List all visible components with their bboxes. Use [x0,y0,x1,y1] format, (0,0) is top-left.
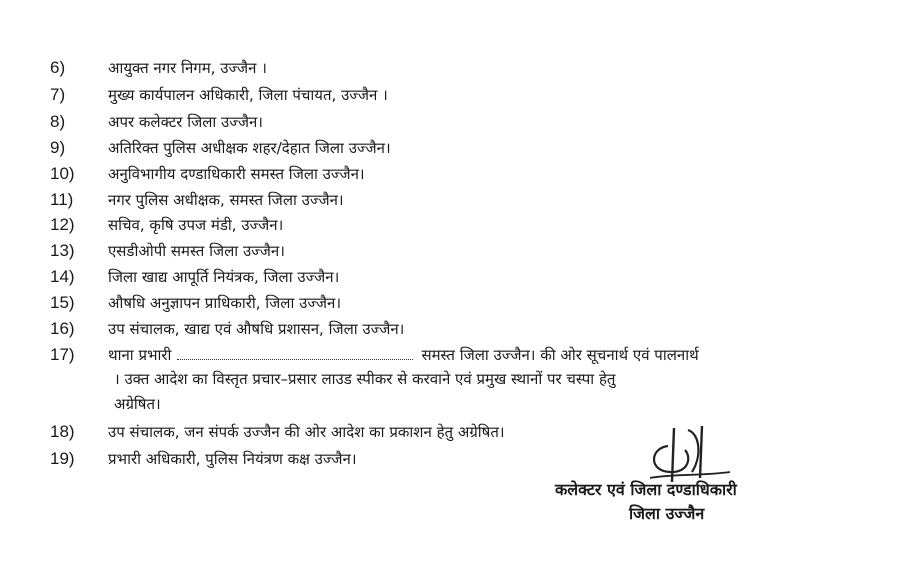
item-text: उप संचालक, जन संपर्क उज्जैन की ओर आदेश का प्रकाशन हेतु अग्रेषित। [108,423,505,441]
item-number: 19) [50,449,75,468]
item-number: 14) [50,267,75,286]
item-number: 13) [50,241,75,260]
item-text: जिला खाद्य आपूर्ति नियंत्रक, जिला उज्जैन। [108,268,340,286]
item-text: औषधि अनुज्ञापन प्राधिकारी, जिला उज्जैन। [108,294,342,312]
item-number: 10) [50,164,75,183]
item-text-continuation: अग्रेषित। [114,395,161,413]
item-number: 11) [50,190,74,209]
item-text: अतिरिक्त पुलिस अधीक्षक शहर/देहात जिला उज्जैन। [108,139,391,157]
item-text: सचिव, कृषि उपज मंडी, उज्जैन। [108,216,284,234]
signatory-designation: कलेक्टर एवं जिला दण्डाधिकारी [555,480,737,499]
item-number: 7) [50,85,66,104]
item-number: 8) [50,112,66,131]
item-text: उप संचालक, खाद्य एवं औषधि प्रशासन, जिला उज्जैन। [108,320,405,338]
item-text-line [108,345,699,365]
item-number: 6) [50,58,66,77]
item-text: मुख्य कार्यपालन अधिकारी, जिला पंचायत, उज्जैन । [108,86,388,104]
item-number: 16) [50,319,75,338]
item-number: 12) [50,215,75,234]
item-text: अपर कलेक्टर जिला उज्जैन। [108,113,263,131]
item-text: आयुक्त नगर निगम, उज्जैन । [108,59,267,77]
item-number: 15) [50,293,75,312]
item-text-part: थाना प्रभारी [108,346,172,364]
item-text: नगर पुलिस अधीक्षक, समस्त जिला उज्जैन। [108,191,344,209]
signatory-place: जिला उज्जैन [629,504,705,523]
item-number: 9) [50,138,66,157]
item-text: एसडीओपी समस्त जिला उज्जैन। [108,242,285,260]
item-text-continuation: । उक्त आदेश का विस्तृत प्रचार–प्रसार लाउड स्पीकर से करवाने एवं प्रमुख स्थानों पर चस्पा हेतु [114,370,616,388]
item-number: 18) [50,422,75,441]
item-text: अनुविभागीय दण्डाधिकारी समस्त जिला उज्जैन। [108,165,365,183]
item-text: प्रभारी अधिकारी, पुलिस नियंत्रण कक्ष उज्जैन। [108,450,357,468]
item-number: 17) [50,345,75,364]
item-text-part: समस्त जिला उज्जैन। की ओर सूचनार्थ एवं पालनार्थ [421,346,699,364]
dotted-blank [177,347,413,360]
